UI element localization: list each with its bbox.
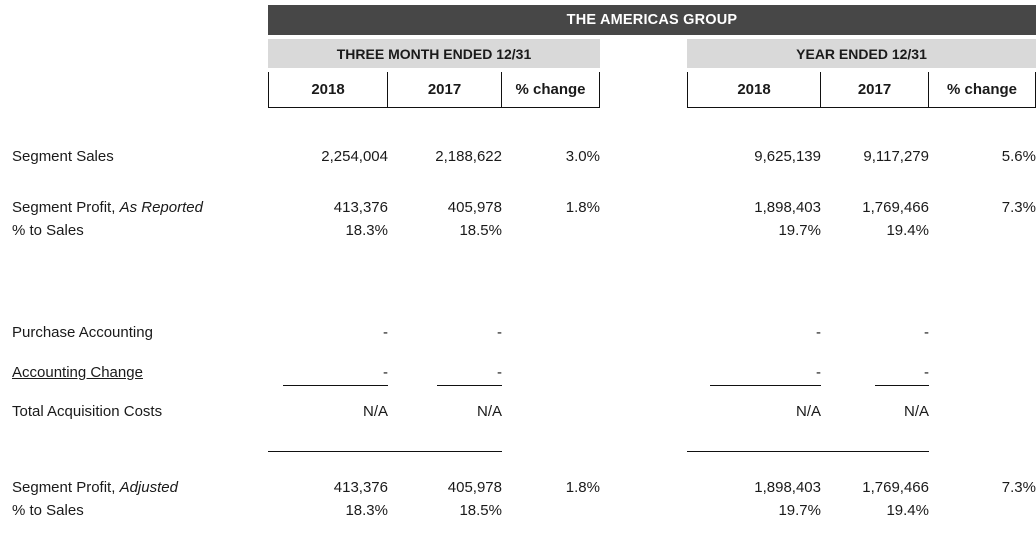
cell-y-change: 7.3% [1001, 199, 1036, 216]
table-row-pct-to-sales-reported [0, 222, 1036, 244]
cell-q-2018: 413,376 [333, 199, 388, 216]
cell-q-2018: - [383, 364, 388, 381]
row-label: Purchase Accounting [12, 324, 153, 341]
table-row-accounting-change [0, 364, 1036, 386]
total-rule-quarter [268, 451, 502, 452]
subtotal-rule-q-2017 [437, 385, 502, 386]
cell-y-change: 7.3% [1001, 479, 1036, 496]
cell-q-2018: 413,376 [333, 479, 388, 496]
cell-q-2017: 18.5% [459, 502, 502, 519]
cell-q-change: 3.0% [565, 148, 600, 165]
cell-q-2017: 2,188,622 [435, 148, 502, 165]
cell-y-2017: 1,769,466 [862, 479, 929, 496]
row-label [12, 479, 178, 496]
cell-q-2018: - [383, 324, 388, 341]
cell-q-2018: 18.3% [345, 222, 388, 239]
row-label [12, 199, 203, 216]
row-label: Total Acquisition Costs [12, 403, 163, 420]
cell-y-2018: 19.7% [778, 502, 821, 519]
cell-y-2018: N/A [795, 403, 821, 420]
column-header-y-2018: 2018 [687, 72, 821, 108]
subtotal-rule-y-2018 [710, 385, 821, 386]
cell-y-2018: - [816, 364, 821, 381]
cell-q-2017: 405,978 [447, 199, 502, 216]
column-header-y-change: % change [929, 72, 1036, 108]
column-header-q-2018: 2018 [268, 72, 388, 108]
column-header-q-2017: 2017 [388, 72, 502, 108]
row-label-plain: Segment Profit, [12, 479, 120, 496]
table-row-pct-to-sales-adjusted [0, 502, 1036, 524]
cell-y-2017: 1,769,466 [862, 199, 929, 216]
cell-q-2017: - [497, 324, 502, 341]
table-row-segment-profit-adjusted [0, 479, 1036, 501]
cell-q-2017: 405,978 [447, 479, 502, 496]
cell-q-2018: 18.3% [345, 502, 388, 519]
cell-y-2018: 1,898,403 [754, 479, 821, 496]
cell-y-2017: - [924, 324, 929, 341]
cell-q-2017: 18.5% [459, 222, 502, 239]
cell-y-2017: 9,117,279 [863, 148, 929, 165]
cell-y-2018: - [816, 324, 821, 341]
cell-y-2018: 19.7% [778, 222, 821, 239]
table-title: THE AMERICAS GROUP [268, 5, 1036, 35]
cell-q-change: 1.8% [565, 199, 600, 216]
cell-y-2017: N/A [903, 403, 929, 420]
column-header-y-2017: 2017 [821, 72, 929, 108]
total-rule-year [687, 451, 929, 452]
cell-y-change: 5.6% [1001, 148, 1036, 165]
row-label: Segment Sales [12, 148, 114, 165]
cell-y-2018: 1,898,403 [754, 199, 821, 216]
cell-q-2017: N/A [476, 403, 502, 420]
cell-q-2018: 2,254,004 [321, 148, 388, 165]
cell-y-2018: 9,625,139 [754, 148, 821, 165]
cell-y-2017: - [924, 364, 929, 381]
row-label-italic: As Reported [119, 199, 203, 216]
row-label-plain: Segment Profit, [12, 199, 120, 216]
row-label: Accounting Change [12, 364, 143, 381]
cell-y-2017: 19.4% [886, 502, 929, 519]
column-header-q-change: % change [502, 72, 600, 108]
table-row-segment-sales [0, 148, 1036, 170]
subtotal-rule-y-2017 [875, 385, 929, 386]
row-label-italic: Adjusted [119, 479, 178, 496]
cell-q-2017: - [497, 364, 502, 381]
cell-y-2017: 19.4% [886, 222, 929, 239]
row-label: % to Sales [12, 502, 84, 519]
period-header-quarter: THREE MONTH ENDED 12/31 [268, 39, 600, 68]
cell-q-2018: N/A [362, 403, 388, 420]
row-label: % to Sales [12, 222, 84, 239]
subtotal-rule-q-2018 [283, 385, 388, 386]
period-header-year: YEAR ENDED 12/31 [687, 39, 1036, 68]
table-row-purchase-accounting [0, 324, 1036, 346]
cell-q-change: 1.8% [565, 479, 600, 496]
table-row-total-acquisition-costs [0, 403, 1036, 425]
table-row-segment-profit-reported [0, 199, 1036, 221]
